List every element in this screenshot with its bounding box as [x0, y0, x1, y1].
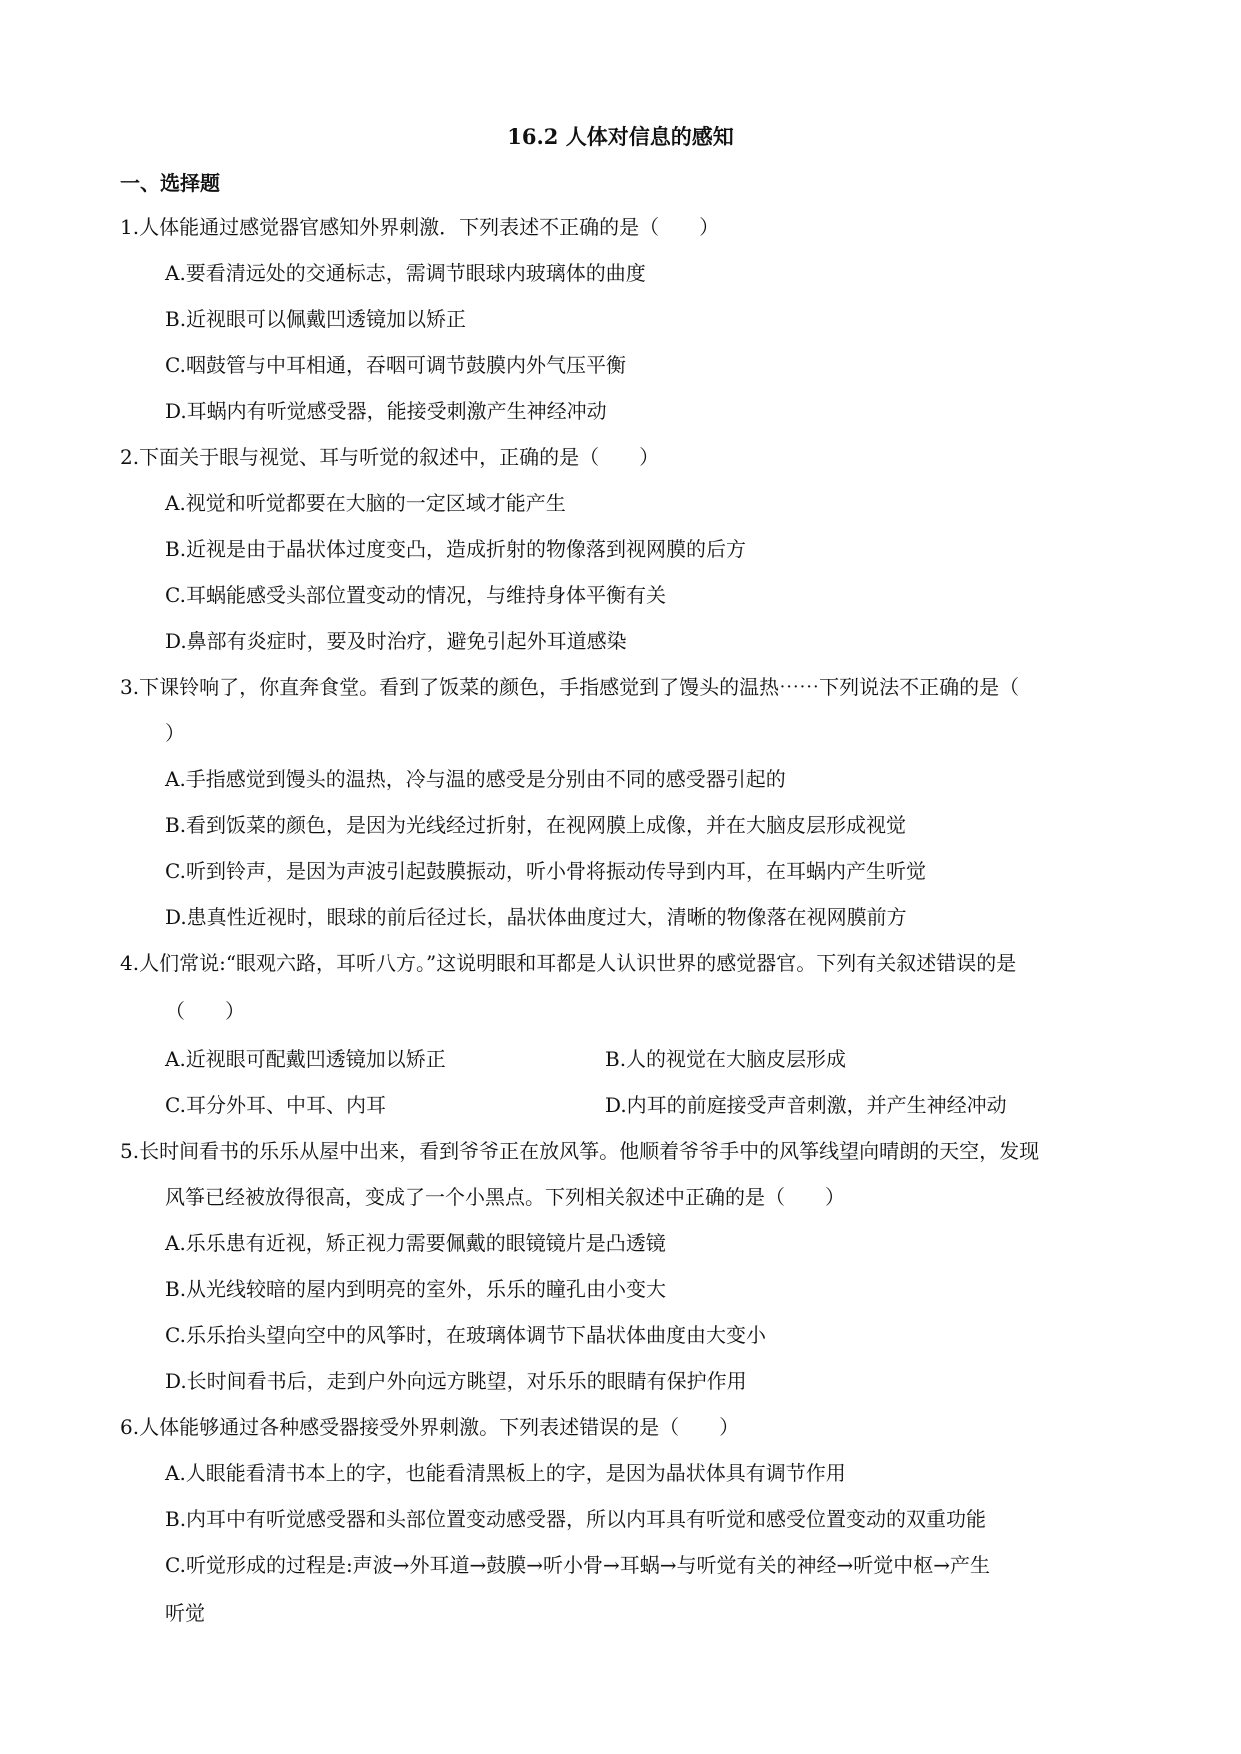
- question-1-option-d: D.耳蜗内有听觉感受器，能接受刺激产生神经冲动: [165, 399, 607, 423]
- question-4-option-c: C.耳分外耳、中耳、内耳: [165, 1093, 386, 1117]
- question-3-option-d: D.患真性近视时，眼球的前后径过长，晶状体曲度过大，清晰的物像落在视网膜前方: [165, 905, 907, 929]
- question-5-option-b: B.从光线较暗的屋内到明亮的室外，乐乐的瞳孔由小变大: [165, 1277, 667, 1301]
- question-6-option-c-continuation: 听觉: [165, 1601, 205, 1625]
- question-6-option-a: A.人眼能看清书本上的字，也能看清黑板上的字，是因为晶状体具有调节作用: [165, 1461, 846, 1485]
- question-4-option-d: D.内耳的前庭接受声音刺激，并产生神经冲动: [605, 1093, 1007, 1117]
- question-5-option-c: C.乐乐抬头望向空中的风筝时，在玻璃体调节下晶状体曲度由大变小: [165, 1323, 766, 1347]
- page-title: 16.2 人体对信息的感知: [507, 124, 734, 149]
- question-3-stem: 3.下课铃响了，你直奔食堂。看到了饭菜的颜色，手指感觉到了馒头的温热⋯⋯下列说法不正确的是（: [120, 675, 1020, 699]
- question-2-option-b: B.近视是由于晶状体过度变凸，造成折射的物像落到视网膜的后方: [165, 537, 747, 561]
- question-3-option-b: B.看到饭菜的颜色，是因为光线经过折射，在视网膜上成像，并在大脑皮层形成视觉: [165, 813, 907, 837]
- question-1-stem: 1.人体能通过感觉器官感知外界刺激．下列表述不正确的是（ ）: [120, 215, 720, 239]
- question-2-option-d: D.鼻部有炎症时，要及时治疗，避免引起外耳道感染: [165, 629, 627, 653]
- question-2-option-a: A.视觉和听觉都要在大脑的一定区域才能产生: [165, 491, 566, 515]
- section-heading: 一、选择题: [120, 171, 220, 195]
- question-5-stem-continuation: 风筝已经被放得很高，变成了一个小黑点。下列相关叙述中正确的是（ ）: [165, 1185, 845, 1209]
- question-5-stem: 5.长时间看书的乐乐从屋中出来，看到爷爷正在放风筝。他顺着爷爷手中的风筝线望向晴朗的天空，发现: [120, 1139, 1040, 1163]
- question-2-option-c: C.耳蜗能感受头部位置变动的情况，与维持身体平衡有关: [165, 583, 666, 607]
- question-4-option-a: A.近视眼可配戴凹透镜加以矫正: [165, 1047, 446, 1071]
- question-3-stem-continuation: ）: [165, 721, 185, 745]
- question-4-option-b: B.人的视觉在大脑皮层形成: [605, 1047, 847, 1071]
- question-1-option-c: C.咽鼓管与中耳相通，吞咽可调节鼓膜内外气压平衡: [165, 353, 626, 377]
- question-1-option-b: B.近视眼可以佩戴凹透镜加以矫正: [165, 307, 467, 331]
- question-4-stem: 4.人们常说:“眼观六路，耳听八方。”这说明眼和耳都是人认识世界的感觉器官。下列有关叙述错误的是: [120, 951, 1017, 975]
- question-5-option-d: D.长时间看书后，走到户外向远方眺望，对乐乐的眼睛有保护作用: [165, 1369, 747, 1393]
- question-3-option-a: A.手指感觉到馒头的温热，冷与温的感受是分别由不同的感受器引起的: [165, 767, 786, 791]
- question-5-option-a: A.乐乐患有近视，矫正视力需要佩戴的眼镜镜片是凸透镜: [165, 1231, 666, 1255]
- question-1-option-a: A.要看清远处的交通标志，需调节眼球内玻璃体的曲度: [165, 261, 646, 285]
- question-6-option-b: B.内耳中有听觉感受器和头部位置变动感受器，所以内耳具有听觉和感受位置变动的双重功能: [165, 1507, 987, 1531]
- question-6-option-c: C.听觉形成的过程是:声波→外耳道→鼓膜→听小骨→耳蜗→与听觉有关的神经→听觉中枢→产生: [165, 1553, 990, 1577]
- question-6-stem: 6.人体能够通过各种感受器接受外界刺激。下列表述错误的是（ ）: [120, 1415, 740, 1439]
- question-3-option-c: C.听到铃声，是因为声波引起鼓膜振动，听小骨将振动传导到内耳，在耳蜗内产生听觉: [165, 859, 926, 883]
- question-4-stem-continuation: （ ）: [165, 999, 245, 1023]
- question-2-stem: 2.下面关于眼与视觉、耳与听觉的叙述中，正确的是（ ）: [120, 445, 660, 469]
